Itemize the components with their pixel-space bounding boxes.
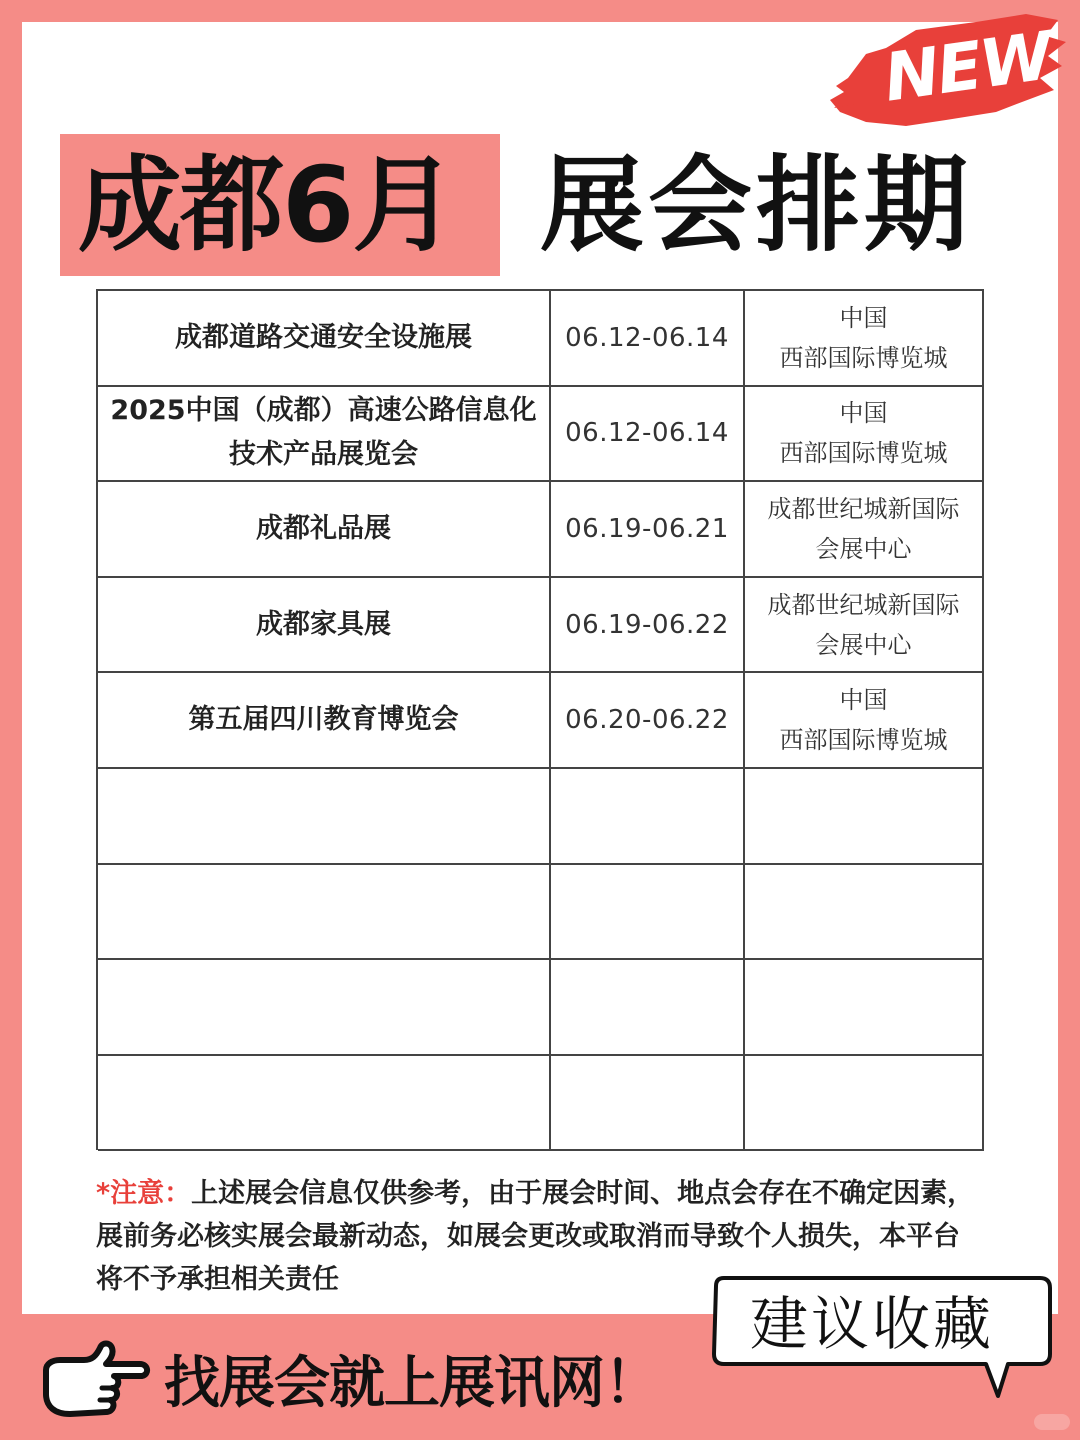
exhibition-name: 成都家具展	[98, 578, 551, 674]
venue-line: 会展中心	[815, 534, 912, 563]
table-row	[98, 482, 984, 578]
exhibition-venue	[745, 578, 984, 674]
exhibition-venue	[745, 482, 984, 578]
venue-line: 成都世纪城新国际	[767, 590, 960, 619]
exhibition-dates	[551, 769, 745, 865]
footer-slogan: 找展会就上展讯网！	[164, 1351, 659, 1416]
exhibition-venue	[745, 387, 984, 483]
disclaimer-label: *注意：	[96, 1178, 192, 1209]
page-title: 展会排期	[540, 144, 973, 266]
exhibition-dates: 06.19-06.21	[551, 482, 745, 578]
exhibition-dates: 06.20-06.22	[551, 673, 745, 769]
exhibition-name: 成都道路交通安全设施展	[98, 291, 551, 387]
exhibition-venue	[745, 769, 984, 865]
exhibition-venue	[745, 673, 984, 769]
exhibition-dates	[551, 960, 745, 1056]
venue-line: 会展中心	[815, 630, 912, 659]
new-badge-label: NEW	[879, 17, 1056, 117]
exhibition-venue	[745, 960, 984, 1056]
exhibition-dates	[551, 865, 745, 961]
exhibition-venue	[745, 1056, 984, 1152]
exhibition-dates: 06.12-06.14	[551, 291, 745, 387]
exhibition-name: 2025中国（成都）高速公路信息化技术产品展览会	[98, 387, 551, 483]
disclaimer-text: 上述展会信息仅供参考，由于展会时间、地点会存在不确定因素，展前务必核实展会最新动态，如展会更改或取消而导致个人损失，本平台将不予承担相关责任	[96, 1178, 975, 1295]
table-row	[98, 1056, 984, 1152]
table-row	[98, 387, 984, 483]
exhibition-schedule-table	[96, 289, 984, 1150]
exhibition-name	[98, 960, 551, 1056]
page-title-highlight: 成都6月	[78, 144, 455, 266]
exhibition-name: 成都礼品展	[98, 482, 551, 578]
pointing-hand-icon	[40, 1330, 152, 1430]
table-row	[98, 291, 984, 387]
exhibition-venue	[745, 865, 984, 961]
exhibition-venue	[745, 291, 984, 387]
exhibition-name	[98, 865, 551, 961]
table-row	[98, 769, 984, 865]
table-row	[98, 960, 984, 1056]
exhibition-dates	[551, 1056, 745, 1152]
watermark-badge	[1034, 1414, 1070, 1430]
venue-line: 西部国际博览城	[779, 439, 948, 468]
venue-line: 中国	[839, 399, 888, 428]
venue-line: 西部国际博览城	[779, 726, 948, 755]
venue-line: 中国	[839, 686, 888, 715]
table-row	[98, 865, 984, 961]
venue-line: 中国	[839, 303, 888, 332]
venue-line: 成都世纪城新国际	[767, 494, 960, 523]
exhibition-name	[98, 769, 551, 865]
exhibition-name	[98, 1056, 551, 1152]
exhibition-name: 第五届四川教育博览会	[98, 673, 551, 769]
table-row	[98, 578, 984, 674]
exhibition-dates: 06.12-06.14	[551, 387, 745, 483]
exhibition-dates: 06.19-06.22	[551, 578, 745, 674]
table-row	[98, 673, 984, 769]
venue-line: 西部国际博览城	[779, 343, 948, 372]
bookmark-suggestion: 建议收藏	[749, 1290, 994, 1358]
